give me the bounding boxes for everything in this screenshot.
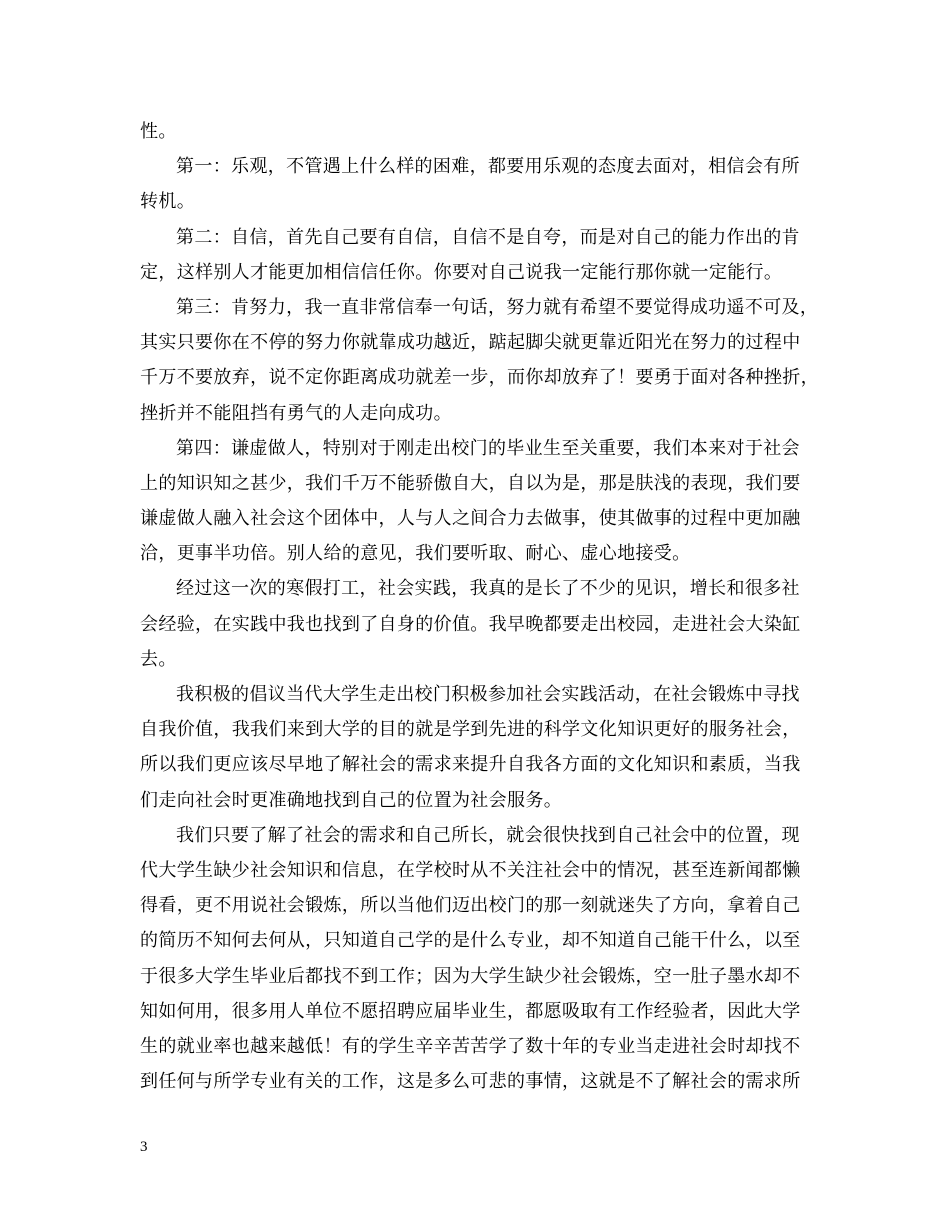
text-line: 代大学生缺少社会知识和信息，在学校时从不关注社会中的情况，甚至连新闻都懒 bbox=[140, 859, 801, 881]
text-line: 的简历不知何去何从，只知道自己学的是什么专业，却不知道自己能干什么，以至 bbox=[140, 930, 801, 952]
paragraph-first-line: 我积极的倡议当代大学生走出校门积极参加社会实践活动，在社会锻炼中寻找 bbox=[176, 684, 800, 705]
text-line: 性。 bbox=[140, 121, 177, 142]
text-line: 挫折并不能阻挡有勇气的人走向成功。 bbox=[140, 402, 452, 424]
text-line: 定，这样别人才能更加相信信任你。你要对自己说我一定能行那你就一定能行。 bbox=[140, 261, 783, 283]
paragraph-first-line: 第二：自信，首先自己要有自信，自信不是自夸，而是对自己的能力作出的肯 bbox=[176, 226, 800, 248]
text-line: 自我价值，我我们来到大学的目的就是学到先进的科学文化知识更好的服务社会， bbox=[140, 719, 801, 741]
paragraph-first-line: 第三：肯努力，我一直非常信奉一句话，努力就有希望不要觉得成功遥不可及， bbox=[176, 296, 819, 318]
text-line: 洽，更事半功倍。别人给的意见，我们要听取、耐心、虚心地接受。 bbox=[140, 543, 691, 565]
text-line: 谦虚做人融入社会这个团体中，人与人之间合力去做事，使其做事的过程中更加融 bbox=[140, 508, 801, 530]
text-line: 去。 bbox=[140, 648, 177, 670]
text-line: 生的就业率也越来越低！有的学生辛辛苦苦学了数十年的专业当走进社会时却找不 bbox=[140, 1035, 801, 1057]
text-line: 千万不要放弃，说不定你距离成功就差一步，而你却放弃了！要勇于面对各种挫折， bbox=[140, 367, 819, 389]
text-line: 知如何用，很多用人单位不愿招聘应届毕业生，都愿吸取有工作经验者，因此大学 bbox=[140, 1000, 801, 1022]
text-line: 会经验，在实践中我也找到了自身的价值。我早晚都要走出校园，走进社会大染缸 bbox=[140, 613, 801, 635]
page-number: 3 bbox=[140, 1139, 148, 1155]
text-line: 转机。 bbox=[140, 191, 196, 213]
paragraph-first-line: 经过这一次的寒假打工，社会实践，我真的是长了不少的见识，增长和很多社 bbox=[176, 578, 800, 600]
body-text bbox=[140, 114, 819, 1099]
text-line: 于很多大学生毕业后都找不到工作；因为大学生缺少社会锻炼，空一肚子墨水却不 bbox=[140, 965, 801, 987]
text-line: 们走向社会时更准确地找到自己的位置为社会服务。 bbox=[140, 789, 563, 811]
text-line: 得看，更不用说社会锻炼，所以当他们迈出校门的那一刻就迷失了方向，拿着自己 bbox=[140, 895, 801, 917]
paragraph-first-line: 第四：谦虚做人，特别对于刚走出校门的毕业生至关重要，我们本来对于社会 bbox=[176, 437, 800, 459]
paragraph-first-line: 第一：乐观，不管遇上什么样的困难，都要用乐观的态度去面对，相信会有所 bbox=[176, 156, 800, 178]
text-line: 上的知识知之甚少，我们千万不能骄傲自大，自以为是，那是肤浅的表现，我们要 bbox=[140, 472, 801, 494]
text-line: 到任何与所学专业有关的工作，这是多么可悲的事情，这就是不了解社会的需求所 bbox=[140, 1071, 801, 1093]
text-line: 所以我们更应该尽早地了解社会的需求来提升自我各方面的文化知识和素质，当我 bbox=[140, 754, 801, 776]
text-line: 其实只要你在不停的努力你就靠成功越近，踮起脚尖就更靠近阳光在努力的过程中 bbox=[140, 332, 801, 354]
paragraph-first-line: 我们只要了解了社会的需求和自己所长，就会很快找到自己社会中的位置，现 bbox=[176, 824, 800, 846]
